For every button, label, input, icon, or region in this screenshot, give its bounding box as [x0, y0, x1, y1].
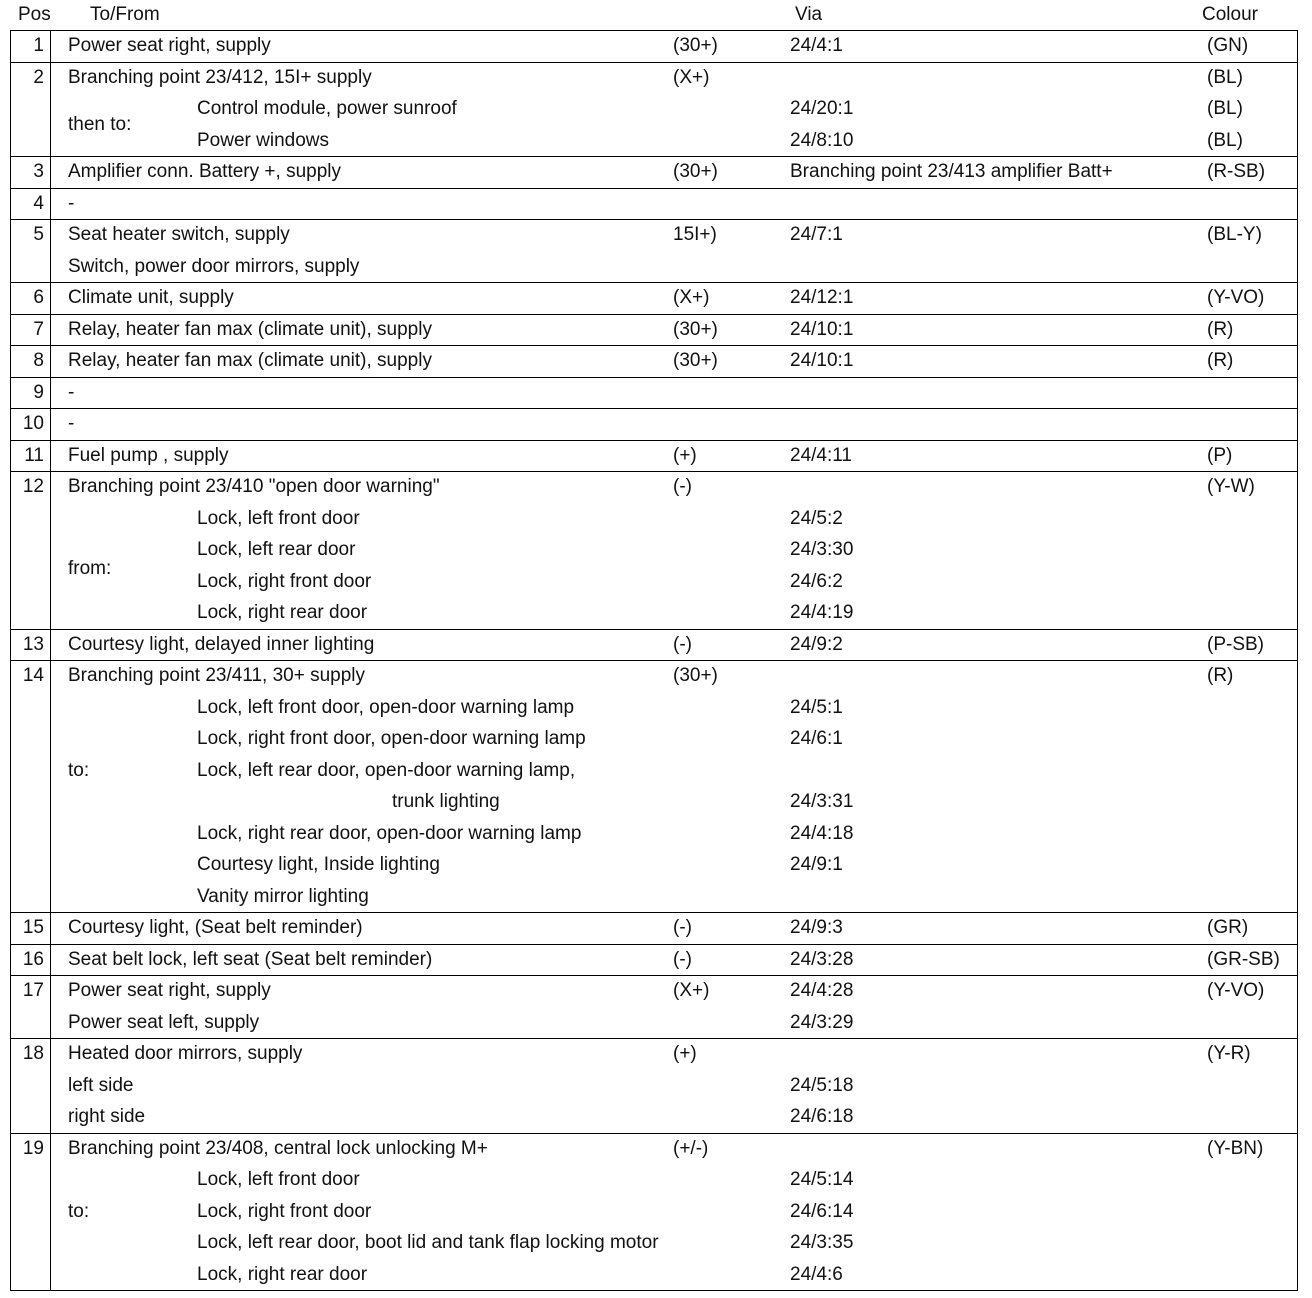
- row-divider: [10, 188, 1298, 189]
- row-branch-label: then to:: [68, 113, 132, 135]
- row-description: Lock, left rear door, open-door warning lamp,: [197, 759, 576, 781]
- row-pos: 17: [22, 980, 44, 1001]
- row-pos: 12: [22, 476, 44, 497]
- row-colour: (GR-SB): [1207, 948, 1280, 970]
- row-via: Branching point 23/413 amplifier Batt+: [790, 161, 1113, 182]
- row-divider: [10, 156, 1298, 157]
- row-colour: (BL-Y): [1207, 224, 1262, 245]
- row-signal: (30+): [673, 350, 718, 371]
- row-via: 24/5:2: [790, 507, 843, 529]
- row-description: left side: [68, 1074, 134, 1096]
- header-colour: Colour: [1202, 4, 1258, 25]
- row-description: Relay, heater fan max (climate unit), supply: [68, 350, 432, 371]
- row-via: 24/4:18: [790, 822, 854, 844]
- row-pos: 5: [33, 224, 44, 245]
- row-description: Power seat right, supply: [68, 980, 271, 1001]
- row-via: 24/5:18: [790, 1074, 854, 1096]
- row-description: Branching point 23/408, central lock unlocking M+: [68, 1137, 488, 1159]
- row-pos: 6: [33, 287, 44, 308]
- row-description: Courtesy light, delayed inner lighting: [68, 633, 375, 655]
- row-branch-label: to:: [68, 759, 90, 781]
- row-via: 24/9:1: [790, 854, 843, 875]
- row-description: Vanity mirror lighting: [197, 885, 369, 907]
- row-divider: [10, 345, 1298, 346]
- row-description: Heated door mirrors, supply: [68, 1043, 303, 1064]
- row-pos: 1: [33, 35, 44, 56]
- header-to-from: To/From: [90, 4, 160, 25]
- row-colour: (BL): [1207, 98, 1243, 119]
- row-pos: 10: [22, 413, 44, 434]
- row-divider: [10, 408, 1298, 409]
- row-via: 24/6:1: [790, 728, 843, 749]
- row-colour: (P-SB): [1207, 633, 1264, 655]
- row-signal: (30+): [673, 35, 718, 56]
- row-via: 24/5:1: [790, 696, 843, 718]
- row-description: Power seat right, supply: [68, 35, 271, 56]
- row-signal: (+): [673, 1043, 697, 1064]
- row-description: Branching point 23/412, 15I+ supply: [68, 66, 372, 88]
- row-via: 24/9:3: [790, 917, 843, 938]
- row-description: -: [68, 192, 75, 214]
- row-description: Lock, right front door, open-door warning lamp: [197, 728, 586, 749]
- row-signal: (-): [673, 948, 692, 970]
- row-divider: [10, 314, 1298, 315]
- row-pos: 14: [22, 665, 44, 686]
- row-via: 24/9:2: [790, 633, 843, 655]
- row-pos: 19: [22, 1137, 44, 1159]
- row-via: 24/6:2: [790, 570, 843, 592]
- row-pos: 8: [33, 350, 44, 371]
- row-pos: 3: [33, 161, 44, 182]
- row-pos: 7: [33, 318, 44, 340]
- row-description: Lock, right rear door: [197, 1263, 368, 1285]
- row-pos: 2: [33, 66, 44, 88]
- row-divider: [10, 944, 1298, 945]
- row-divider: [10, 377, 1298, 378]
- row-colour: (Y-VO): [1207, 980, 1265, 1001]
- row-description: Switch, power door mirrors, supply: [68, 255, 360, 277]
- row-via: 24/12:1: [790, 287, 854, 308]
- row-via: 24/6:18: [790, 1106, 854, 1127]
- row-divider: [10, 219, 1298, 220]
- row-description: Courtesy light, Inside lighting: [197, 854, 440, 875]
- row-pos: 15: [22, 917, 44, 938]
- header-via: Via: [795, 4, 823, 25]
- row-description: Lock, left front door: [197, 507, 360, 529]
- row-divider: [10, 1133, 1298, 1134]
- row-colour: (Y-VO): [1207, 287, 1265, 308]
- row-branch-label: to:: [68, 1200, 90, 1222]
- row-description: trunk lighting: [392, 791, 500, 812]
- row-branch-label: from:: [68, 557, 112, 579]
- row-via: 24/7:1: [790, 224, 843, 245]
- row-description: Lock, left front door: [197, 1169, 360, 1190]
- row-description: Relay, heater fan max (climate unit), supply: [68, 318, 432, 340]
- row-signal: (30+): [673, 161, 718, 182]
- row-description: Seat heater switch, supply: [68, 224, 290, 245]
- row-description: -: [68, 413, 75, 434]
- row-pos: 13: [22, 633, 44, 655]
- row-description: -: [68, 381, 75, 403]
- row-colour: (R-SB): [1207, 161, 1266, 182]
- row-via: 24/5:14: [790, 1169, 854, 1190]
- row-signal: (+): [673, 444, 697, 466]
- row-pos: 4: [33, 192, 44, 214]
- row-divider: [10, 912, 1298, 913]
- row-via: 24/10:1: [790, 318, 854, 340]
- row-description: Fuel pump , supply: [68, 444, 229, 466]
- row-divider: [10, 282, 1298, 283]
- row-pos: 9: [33, 381, 44, 403]
- row-description: Branching point 23/410 "open door warning": [68, 476, 440, 497]
- row-via: 24/10:1: [790, 350, 854, 371]
- row-pos: 18: [22, 1043, 44, 1064]
- row-description: Lock, right rear door, open-door warning lamp: [197, 822, 582, 844]
- row-description: Branching point 23/411, 30+ supply: [68, 665, 366, 686]
- row-description: Control module, power sunroof: [197, 98, 457, 119]
- row-via: 24/3:35: [790, 1232, 854, 1253]
- row-signal: (30+): [673, 318, 718, 340]
- row-signal: (+/-): [673, 1137, 709, 1159]
- row-via: 24/6:14: [790, 1200, 854, 1222]
- row-description: Lock, left front door, open-door warning lamp: [197, 696, 575, 718]
- row-pos: 11: [24, 444, 44, 466]
- row-divider: [10, 975, 1298, 976]
- row-colour: (BL): [1207, 129, 1243, 151]
- row-colour: (GR): [1207, 917, 1249, 938]
- row-via: 24/3:29: [790, 1011, 854, 1033]
- row-via: 24/3:28: [790, 948, 854, 970]
- row-divider: [10, 660, 1298, 661]
- row-description: Power seat left, supply: [68, 1011, 260, 1033]
- row-colour: (GN): [1207, 35, 1249, 56]
- row-signal: 15I+): [673, 224, 717, 245]
- row-via: 24/20:1: [790, 98, 854, 119]
- header-pos: Pos: [18, 4, 51, 25]
- row-signal: (X+): [673, 980, 710, 1001]
- row-description: Courtesy light, (Seat belt reminder): [68, 917, 363, 938]
- row-colour: (P): [1207, 444, 1233, 466]
- row-colour: (Y-BN): [1207, 1137, 1264, 1159]
- row-via: 24/3:30: [790, 539, 854, 560]
- row-signal: (-): [673, 476, 692, 497]
- row-divider: [10, 471, 1298, 472]
- row-description: Lock, left rear door, boot lid and tank flap locking motor: [197, 1232, 659, 1253]
- row-signal: (X+): [673, 287, 710, 308]
- row-description: Lock, left rear door: [197, 539, 356, 560]
- row-divider: [10, 440, 1298, 441]
- row-via: 24/4:28: [790, 980, 854, 1001]
- row-colour: (R): [1207, 318, 1234, 340]
- row-divider: [10, 629, 1298, 630]
- row-colour: (R): [1207, 665, 1234, 686]
- row-signal: (-): [673, 917, 692, 938]
- row-via: 24/8:10: [790, 129, 854, 151]
- row-via: 24/3:31: [790, 791, 854, 812]
- row-via: 24/4:19: [790, 602, 854, 623]
- row-colour: (Y-R): [1207, 1043, 1251, 1064]
- row-description: Amplifier conn. Battery +, supply: [68, 161, 341, 182]
- row-description: right side: [68, 1106, 146, 1127]
- row-divider: [10, 1038, 1298, 1039]
- row-signal: (-): [673, 633, 692, 655]
- row-description: Power windows: [197, 129, 329, 151]
- row-via: 24/4:11: [790, 444, 852, 466]
- row-signal: (30+): [673, 665, 718, 686]
- row-description: Lock, right rear door: [197, 602, 368, 623]
- row-signal: (X+): [673, 66, 710, 88]
- row-description: Climate unit, supply: [68, 287, 234, 308]
- row-via: 24/4:1: [790, 35, 843, 56]
- row-pos: 16: [22, 948, 44, 970]
- row-colour: (BL): [1207, 66, 1243, 88]
- row-colour: (R): [1207, 350, 1234, 371]
- row-via: 24/4:6: [790, 1263, 843, 1285]
- row-divider: [10, 62, 1298, 63]
- row-colour: (Y-W): [1207, 476, 1255, 497]
- row-description: Lock, right front door: [197, 570, 372, 592]
- row-description: Lock, right front door: [197, 1200, 372, 1222]
- row-description: Seat belt lock, left seat (Seat belt reminder): [68, 948, 433, 970]
